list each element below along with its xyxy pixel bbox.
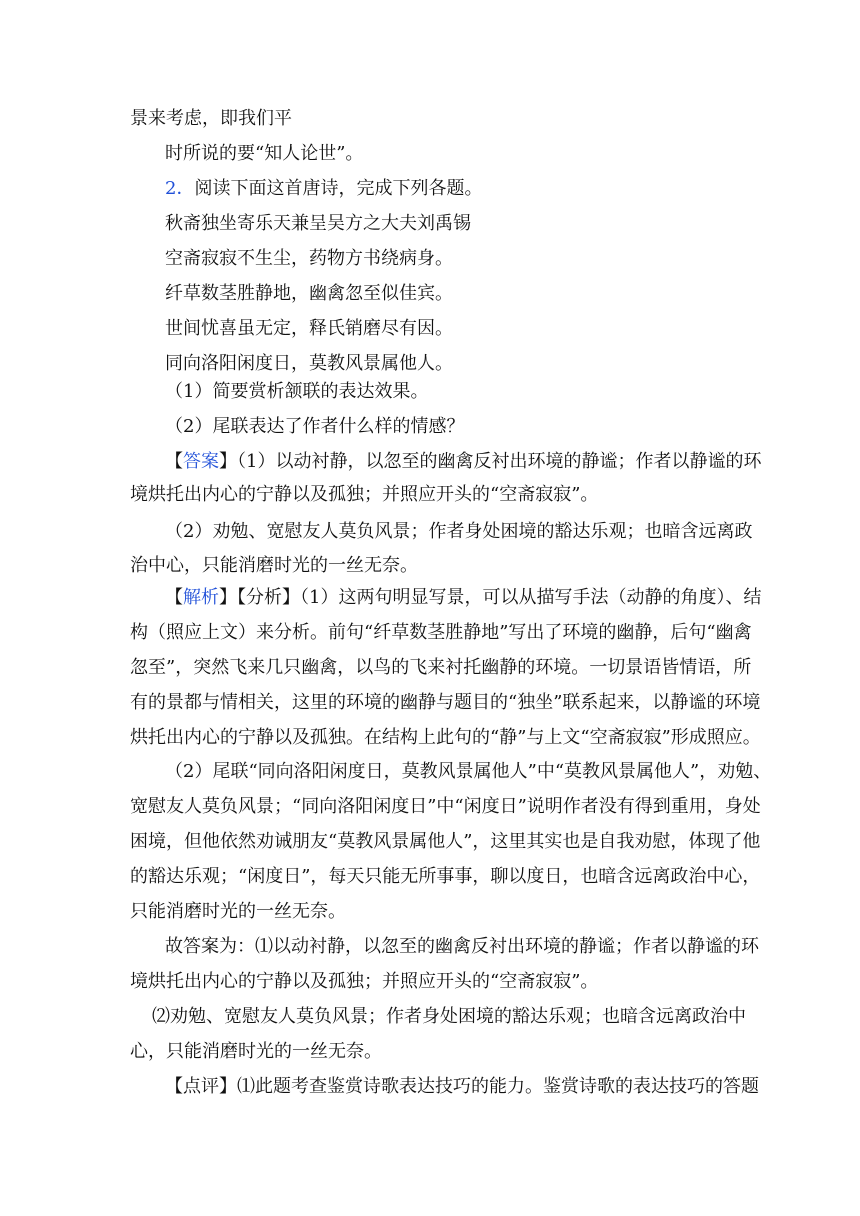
analysis-line: 忽至”，突然飞来几只幽禽，以鸟的飞来衬托幽静的环境。一切景语皆情语，所 <box>130 657 752 678</box>
analysis-line: 有的景都与情相关，这里的环境的幽静与题目的“独坐”联系起来，以静谧的环境 <box>130 692 761 713</box>
poem-line: 纤草数茎胜静地，幽禽忽至似佳宾。 <box>165 283 453 304</box>
bracket-open: 【 <box>165 451 183 472</box>
final-answer-line: 境烘托出内心的宁静以及孤独；并照应开头的“空斋寂寂”。 <box>130 971 599 992</box>
analysis-line: 的豁达乐观；“闲度日”，每天只能无所事事，聊以度日，也暗含远离政治中心， <box>130 866 761 887</box>
answer-line: 治中心，只能消磨时光的一丝无奈。 <box>130 555 418 576</box>
poem-line: 同向洛阳闲度日，莫教风景属他人。 <box>165 353 453 374</box>
answer-line: 境烘托出内心的宁静以及孤独；并照应开头的“空斋寂寂”。 <box>130 484 599 505</box>
answer-line <box>165 451 765 473</box>
question-number: 2． <box>165 178 195 199</box>
analysis-line: 构（照应上文）来分析。前句“纤草数茎胜静地”写出了环境的幽静，后句“幽禽 <box>130 622 752 643</box>
analysis-text: 【分析】（1）这两句明显写景，可以从描写手法（动静的角度）、结 <box>237 587 762 608</box>
final-answer-line: ⑵劝勉、宽慰友人莫负风景；作者身处困境的豁达乐观；也暗含远离政治中 <box>152 1006 746 1027</box>
analysis-line: 烘托出内心的宁静以及孤独。在结构上此句的“静”与上文“空斋寂寂”形成照应。 <box>130 727 761 748</box>
answer-label: 答案 <box>183 451 219 472</box>
bracket-close: 】 <box>219 451 237 472</box>
analysis-line: 困境，但他依然劝诫朋友“莫教风景属他人”，这里其实也是自我劝慰，体现了他 <box>130 831 761 852</box>
comment-line: 【点评】⑴此题考查鉴赏诗歌表达技巧的能力。鉴赏诗歌的表达技巧的答题 <box>165 1076 759 1097</box>
bracket-close: 】 <box>219 587 237 608</box>
question-heading <box>165 178 765 200</box>
final-answer-line: 心，只能消磨时光的一丝无奈。 <box>130 1041 382 1062</box>
answer-text: （1）以动衬静，以忽至的幽禽反衬出环境的静谧；作者以静谧的环 <box>237 451 762 472</box>
analysis-line <box>165 587 765 609</box>
analysis-label: 解析 <box>183 587 219 608</box>
poem-line: 空斋寂寂不生尘，药物方书绕病身。 <box>165 248 453 269</box>
analysis-line: 宽慰友人莫负风景；“同向洛阳闲度日”中“闲度日”说明作者没有得到重用，身处 <box>130 796 761 817</box>
sub-question: （1）简要赏析颔联的表达效果。 <box>165 381 429 402</box>
text-line: 景来考虑，即我们平 <box>130 108 292 129</box>
bracket-open: 【 <box>165 587 183 608</box>
analysis-line: （2）尾联“同向洛阳闲度日，莫教风景属他人”中“莫教风景属他人”，劝勉、 <box>165 761 772 782</box>
sub-question: （2）尾联表达了作者什么样的情感？ <box>165 416 465 437</box>
poem-title: 秋斋独坐寄乐天兼呈吴方之大夫刘禹锡 <box>165 213 471 234</box>
final-answer-line: 故答案为：⑴以动衬静，以忽至的幽禽反衬出环境的静谧；作者以静谧的环 <box>165 936 759 957</box>
analysis-line: 只能消磨时光的一丝无奈。 <box>130 901 346 922</box>
question-text: 阅读下面这首唐诗，完成下列各题。 <box>194 178 483 199</box>
poem-line: 世间忧喜虽无定，释氏销磨尽有因。 <box>165 318 453 339</box>
answer-line: （2）劝勉、宽慰友人莫负风景；作者身处困境的豁达乐观；也暗含远离政 <box>165 521 753 542</box>
text-line: 时所说的要“知人论世”。 <box>165 143 364 164</box>
